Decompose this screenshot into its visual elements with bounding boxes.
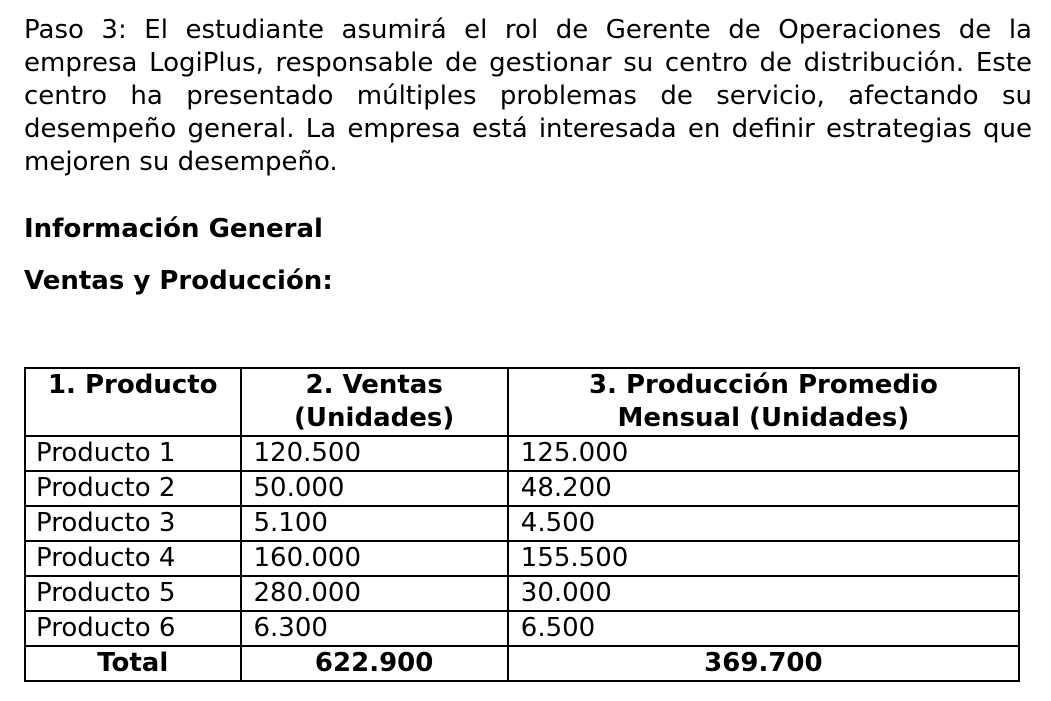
cell-produccion: 155.500 <box>508 541 1019 576</box>
cell-produccion: 48.200 <box>508 471 1019 506</box>
cell-producto: Producto 5 <box>25 576 241 611</box>
cell-producto: Producto 3 <box>25 506 241 541</box>
table-row <box>25 471 1019 506</box>
cell-total-label: Total <box>25 646 241 681</box>
cell-ventas: 120.500 <box>241 436 508 471</box>
instructions-paragraph: Paso 3: El estudiante asumirá el rol de Gerente de Operaciones de la empresa LogiPlus, responsable de gestionar su centro de distribución. Este centro ha presentado múltiples problemas de servicio, afectando su desempeño general. La empresa está interesada en definir estrategias que mejoren su desempeño. <box>24 15 1032 177</box>
header-ventas-line2: (Unidades) <box>294 403 455 433</box>
cell-ventas: 280.000 <box>241 576 508 611</box>
cell-ventas: 6.300 <box>241 611 508 646</box>
table-total-row <box>25 646 1019 681</box>
table-row <box>25 436 1019 471</box>
header-producto-label: 1. Producto <box>47 370 218 400</box>
cell-producto: Producto 2 <box>25 471 241 506</box>
sales-production-table <box>24 367 1020 682</box>
table-row <box>25 576 1019 611</box>
cell-produccion: 4.500 <box>508 506 1019 541</box>
cell-producto: Producto 1 <box>25 436 241 471</box>
header-producto <box>25 368 241 436</box>
heading-informacion-general: Información General <box>24 214 323 244</box>
heading-ventas-produccion: Ventas y Producción: <box>24 266 333 296</box>
header-ventas-line1: 2. Ventas <box>305 370 443 400</box>
cell-ventas: 50.000 <box>241 471 508 506</box>
table-row <box>25 506 1019 541</box>
cell-total-ventas: 622.900 <box>241 646 508 681</box>
table-header-row <box>25 368 1019 436</box>
cell-producto: Producto 6 <box>25 611 241 646</box>
header-produccion-line2: Mensual (Unidades) <box>617 403 910 433</box>
cell-ventas: 160.000 <box>241 541 508 576</box>
table-row <box>25 541 1019 576</box>
cell-total-produccion: 369.700 <box>508 646 1019 681</box>
header-produccion-line1: 3. Producción Promedio <box>588 370 938 400</box>
table-row <box>25 611 1019 646</box>
cell-producto: Producto 4 <box>25 541 241 576</box>
header-produccion <box>508 368 1019 436</box>
cell-produccion: 30.000 <box>508 576 1019 611</box>
cell-produccion: 125.000 <box>508 436 1019 471</box>
header-ventas <box>241 368 508 436</box>
cell-produccion: 6.500 <box>508 611 1019 646</box>
cell-ventas: 5.100 <box>241 506 508 541</box>
